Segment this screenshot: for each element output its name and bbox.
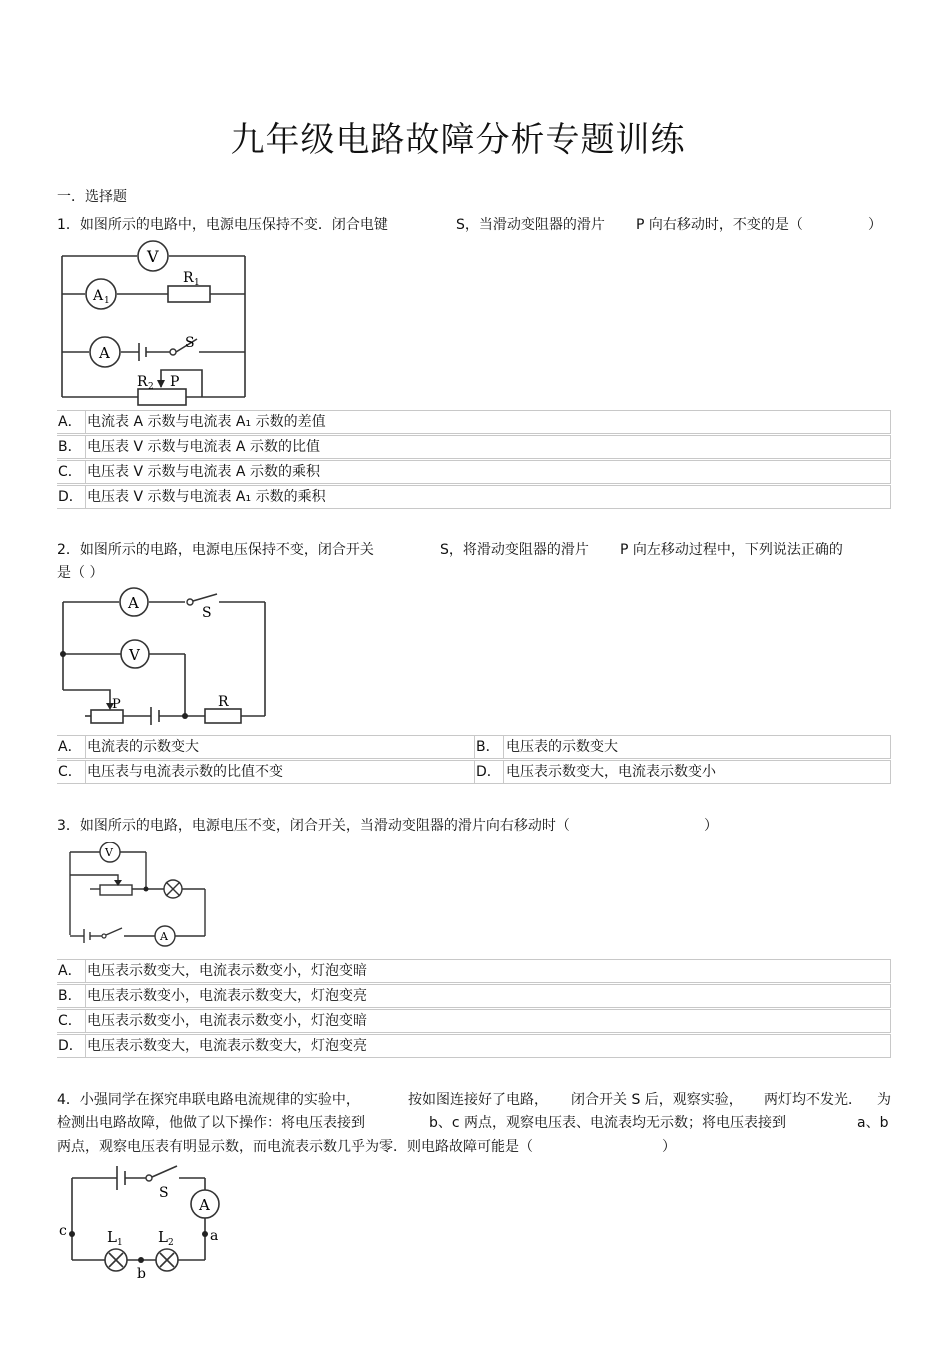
q2-stem-part2: S，将滑动变阻器的滑片: [440, 542, 589, 558]
option-letter: D．: [58, 489, 83, 505]
q1-label-R1-sub: 1: [194, 278, 200, 288]
option-text: 电压表示数变小，电流表示数变大，灯泡变亮: [87, 988, 367, 1004]
q2-option-d-text[interactable]: 电压表示数变大，电流表示数变小: [506, 764, 716, 780]
page-title: 九年级电路故障分析专题训练: [230, 120, 686, 160]
q2-option-c-text[interactable]: 电压表与电流表示数的比值不变: [87, 764, 283, 780]
q2-label-V: V: [129, 646, 140, 664]
q1-label-A1: A: [93, 288, 104, 304]
q3-circuit-diagram: [62, 842, 212, 950]
q3-label-A: A: [160, 930, 168, 943]
q2-options-row-2: [57, 760, 891, 784]
q1-label-R2: R: [137, 374, 148, 390]
q1-label-A: A: [99, 344, 110, 362]
q2-option-c-letter[interactable]: C．: [58, 764, 82, 780]
q2-option-b-letter[interactable]: B．: [476, 739, 500, 755]
q3-stem-end: ）: [704, 818, 718, 834]
q2-option-b-text[interactable]: 电压表的示数变大: [506, 739, 618, 755]
q4-line3-part1: 两点，观察电压表有明显示数，而电流表示数几乎为零．则电路故障可能是（: [57, 1139, 533, 1155]
q1-stem-part3: P 向右移动时，不变的是（: [636, 217, 803, 233]
q1-label-V: V: [147, 247, 159, 266]
q3-stem: 3．如图所示的电路，电源电压不变，闭合开关，当滑动变阻器的滑片向右移动时（: [57, 818, 570, 834]
q3-option-d[interactable]: [57, 1034, 891, 1058]
q4-line1-part5: 为: [877, 1092, 891, 1108]
q4-label-b: b: [137, 1266, 146, 1282]
q4-label-A: A: [199, 1196, 210, 1214]
option-letter: B．: [58, 439, 82, 455]
q4-label-L2-sub: 2: [168, 1238, 174, 1248]
q1-option-c[interactable]: [57, 460, 891, 484]
option-letter: C．: [58, 464, 82, 480]
q2-stem-part4: 是（ ）: [57, 565, 104, 581]
option-text: 电压表 V 示数与电流表 A 示数的比值: [87, 439, 320, 455]
option-letter: A．: [58, 963, 82, 979]
q4-label-L2: L: [158, 1228, 168, 1246]
q4-label-L1: L: [107, 1228, 117, 1246]
option-letter: D．: [58, 1038, 83, 1054]
q4-line1-part1: 4．小强同学在探究串联电路电流规律的实验中，: [57, 1092, 360, 1108]
q1-option-b[interactable]: [57, 435, 891, 459]
option-letter: C．: [58, 1013, 82, 1029]
q4-line2-part2: b、c 两点，观察电压表、电流表均无示数；将电压表接到: [429, 1115, 787, 1131]
q2-option-a-text[interactable]: 电流表的示数变大: [87, 739, 199, 755]
q2-circuit-diagram: [55, 586, 275, 734]
option-text: 电压表 V 示数与电流表 A 示数的乘积: [87, 464, 320, 480]
q4-circuit-diagram: [55, 1160, 230, 1288]
q2-stem-part3: P 向左移动过程中，下列说法正确的: [620, 542, 843, 558]
q1-label-A1-sub: 1: [104, 296, 110, 306]
q3-label-V: V: [105, 846, 113, 859]
option-text: 电流表 A 示数与电流表 A₁ 示数的差值: [87, 414, 326, 430]
q4-label-L1-sub: 1: [117, 1238, 123, 1248]
q4-label-a: a: [210, 1228, 219, 1244]
q3-option-b[interactable]: [57, 984, 891, 1008]
q1-circuit-diagram: [55, 240, 255, 408]
option-text: 电压表 V 示数与电流表 A₁ 示数的乘积: [87, 489, 326, 505]
q4-line2-part1: 检测出电路故障，他做了以下操作：将电压表接到: [57, 1115, 365, 1131]
q4-label-S: S: [159, 1185, 169, 1201]
q1-stem-part2: S，当滑动变阻器的滑片: [456, 217, 605, 233]
q2-stem-part1: 2．如图所示的电路，电源电压保持不变，闭合开关: [57, 542, 374, 558]
option-text: 电压表示数变大，电流表示数变大，灯泡变亮: [87, 1038, 367, 1054]
q3-option-a[interactable]: [57, 959, 891, 983]
q2-option-a-letter[interactable]: A．: [58, 739, 82, 755]
q1-stem-part1: 1．如图所示的电路中，电源电压保持不变．闭合电键: [57, 217, 388, 233]
q2-label-A: A: [128, 594, 139, 612]
q1-label-R2-sub: 2: [148, 382, 154, 392]
q3-option-c[interactable]: [57, 1009, 891, 1033]
q4-line1-part3: 闭合开关 S 后，观察实验，: [571, 1092, 743, 1108]
q1-stem-part4: ）: [868, 217, 882, 233]
q4-label-c: c: [59, 1223, 67, 1239]
q1-label-S: S: [185, 335, 195, 351]
q4-line3-part2: ）: [662, 1139, 676, 1155]
q2-label-R: R: [218, 694, 229, 710]
q2-option-d-letter[interactable]: D．: [476, 764, 501, 780]
q4-line2-part3: a、b: [857, 1115, 889, 1131]
q1-label-R1: R: [183, 270, 194, 286]
q2-options-row-1: [57, 735, 891, 759]
q4-line1-part2: 按如图连接好了电路，: [408, 1092, 548, 1108]
option-letter: B．: [58, 988, 82, 1004]
q1-label-P: P: [170, 374, 180, 390]
option-text: 电压表示数变小，电流表示数变小，灯泡变暗: [87, 1013, 367, 1029]
option-text: 电压表示数变大，电流表示数变小，灯泡变暗: [87, 963, 367, 979]
option-letter: A．: [58, 414, 82, 430]
q2-label-S: S: [202, 605, 212, 621]
q2-label-P: P: [112, 697, 121, 712]
q1-option-a[interactable]: [57, 410, 891, 434]
q1-option-d[interactable]: [57, 485, 891, 509]
section-heading: 一．选择题: [57, 189, 127, 205]
q4-line1-part4: 两灯均不发光．: [764, 1092, 862, 1108]
